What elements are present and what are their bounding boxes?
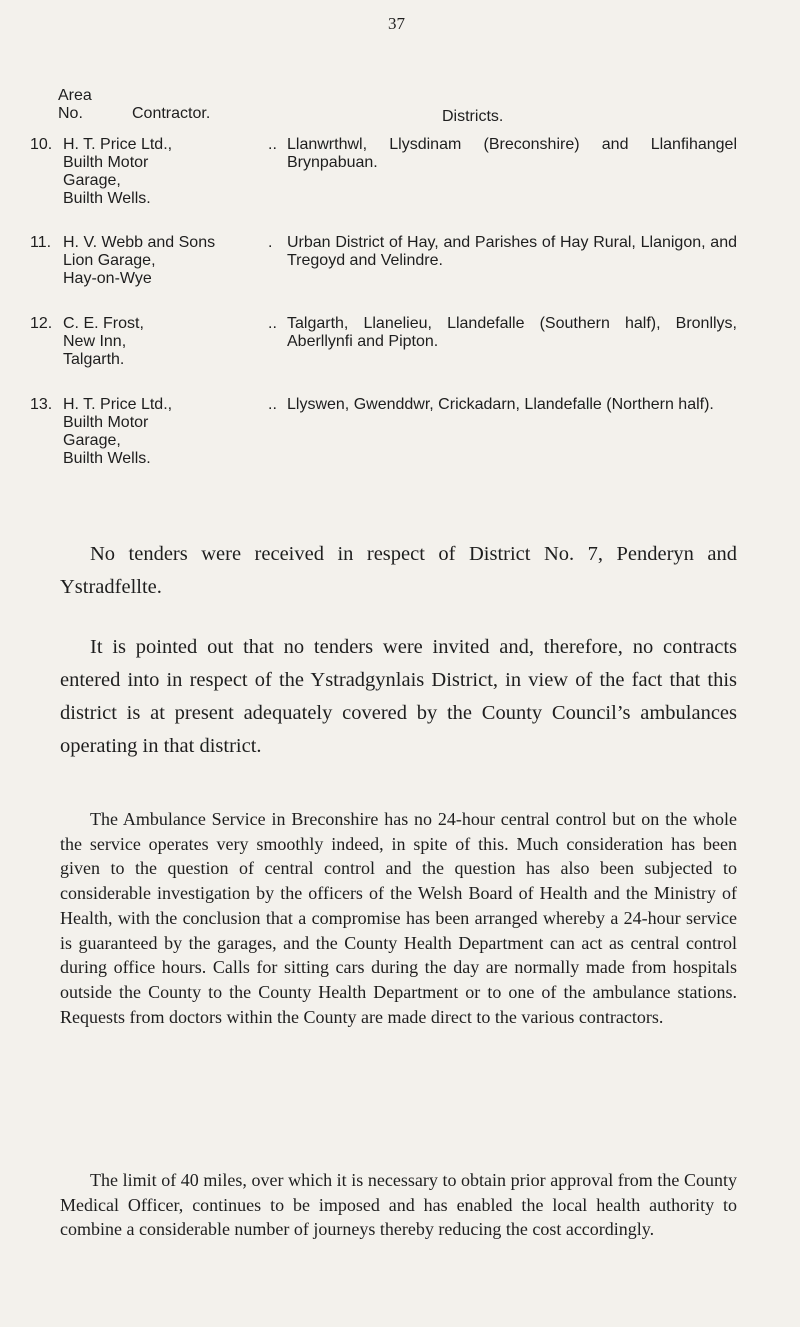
- row-districts: Talgarth, Llanelieu, Llandefalle (Southern half), Bronllys, Aberllynfi and Pipton.: [287, 315, 737, 350]
- paragraph-mileage-limit: The limit of 40 miles, over which it is necessary to obtain prior approval from the County Medical Officer, continues to be imposed and has enabled the local health authority to combine a considerable number of journeys thereby reducing the cost accordingly.: [60, 1170, 737, 1240]
- row-contractor: H. V. Webb and Sons Lion Garage, Hay-on-Wye: [63, 234, 216, 287]
- row-leader-dots: ..: [268, 315, 277, 332]
- header-contractor: Contractor.: [132, 105, 211, 122]
- row-leader-dots: .: [268, 234, 273, 251]
- header-districts: Districts.: [442, 108, 504, 125]
- header-no: No.: [58, 105, 83, 122]
- paragraph-ystradgynlais: It is pointed out that no tenders were invited and, therefore, no contracts entered into in respect of the Ystradgynlais District, in view of the fact that this district is at present adequately covered by the County Council’s ambulances operating in that district.: [60, 636, 737, 757]
- row-leader-dots: ..: [268, 136, 277, 153]
- row-number: 11.: [30, 234, 52, 251]
- row-number: 12.: [30, 315, 53, 332]
- paragraph-ambulance-service: The Ambulance Service in Breconshire has no 24-hour central control but on the whole the service operates very smoothly indeed, in spite of this. Much consideration has been given to the question of central control and the question has also been subjected to considerable investigation by the officers of the Welsh Board of Health and the Ministry of Health, with the conclusion that a compromise has been arranged whereby a 24-hour service is guaranteed by the garages, and the County Health Department can act as central control during office hours. Calls for sitting cars during the day are normally made from hospitals outside the County to the County Health Department or to one of the ambulance stations. Requests from doctors within the County are made direct to the various contractors.: [60, 809, 737, 1027]
- row-districts: Urban District of Hay, and Parishes of Hay Rural, Llanigon, and Tregoyd and Velindre.: [287, 234, 737, 269]
- page-number: 37: [388, 14, 405, 33]
- row-districts: Llyswen, Gwenddwr, Crickadarn, Llandefalle (Northern half).: [287, 396, 714, 413]
- row-contractor: H. T. Price Ltd., Builth Motor Garage, Builth Wells.: [63, 136, 173, 207]
- row-contractor: H. T. Price Ltd., Builth Motor Garage, Builth Wells.: [63, 396, 173, 467]
- row-number: 10.: [30, 136, 53, 153]
- row-leader-dots: ..: [268, 396, 277, 413]
- row-number: 13.: [30, 396, 53, 413]
- row-districts: Llanwrthwl, Llysdinam (Breconshire) and Llanfihangel Brynpabuan.: [287, 136, 737, 171]
- row-contractor: C. E. Frost, New Inn, Talgarth.: [63, 315, 144, 368]
- paragraph-no-tenders: No tenders were received in respect of District No. 7, Penderyn and Ystradfellte.: [60, 543, 737, 598]
- header-area: Area: [58, 87, 92, 104]
